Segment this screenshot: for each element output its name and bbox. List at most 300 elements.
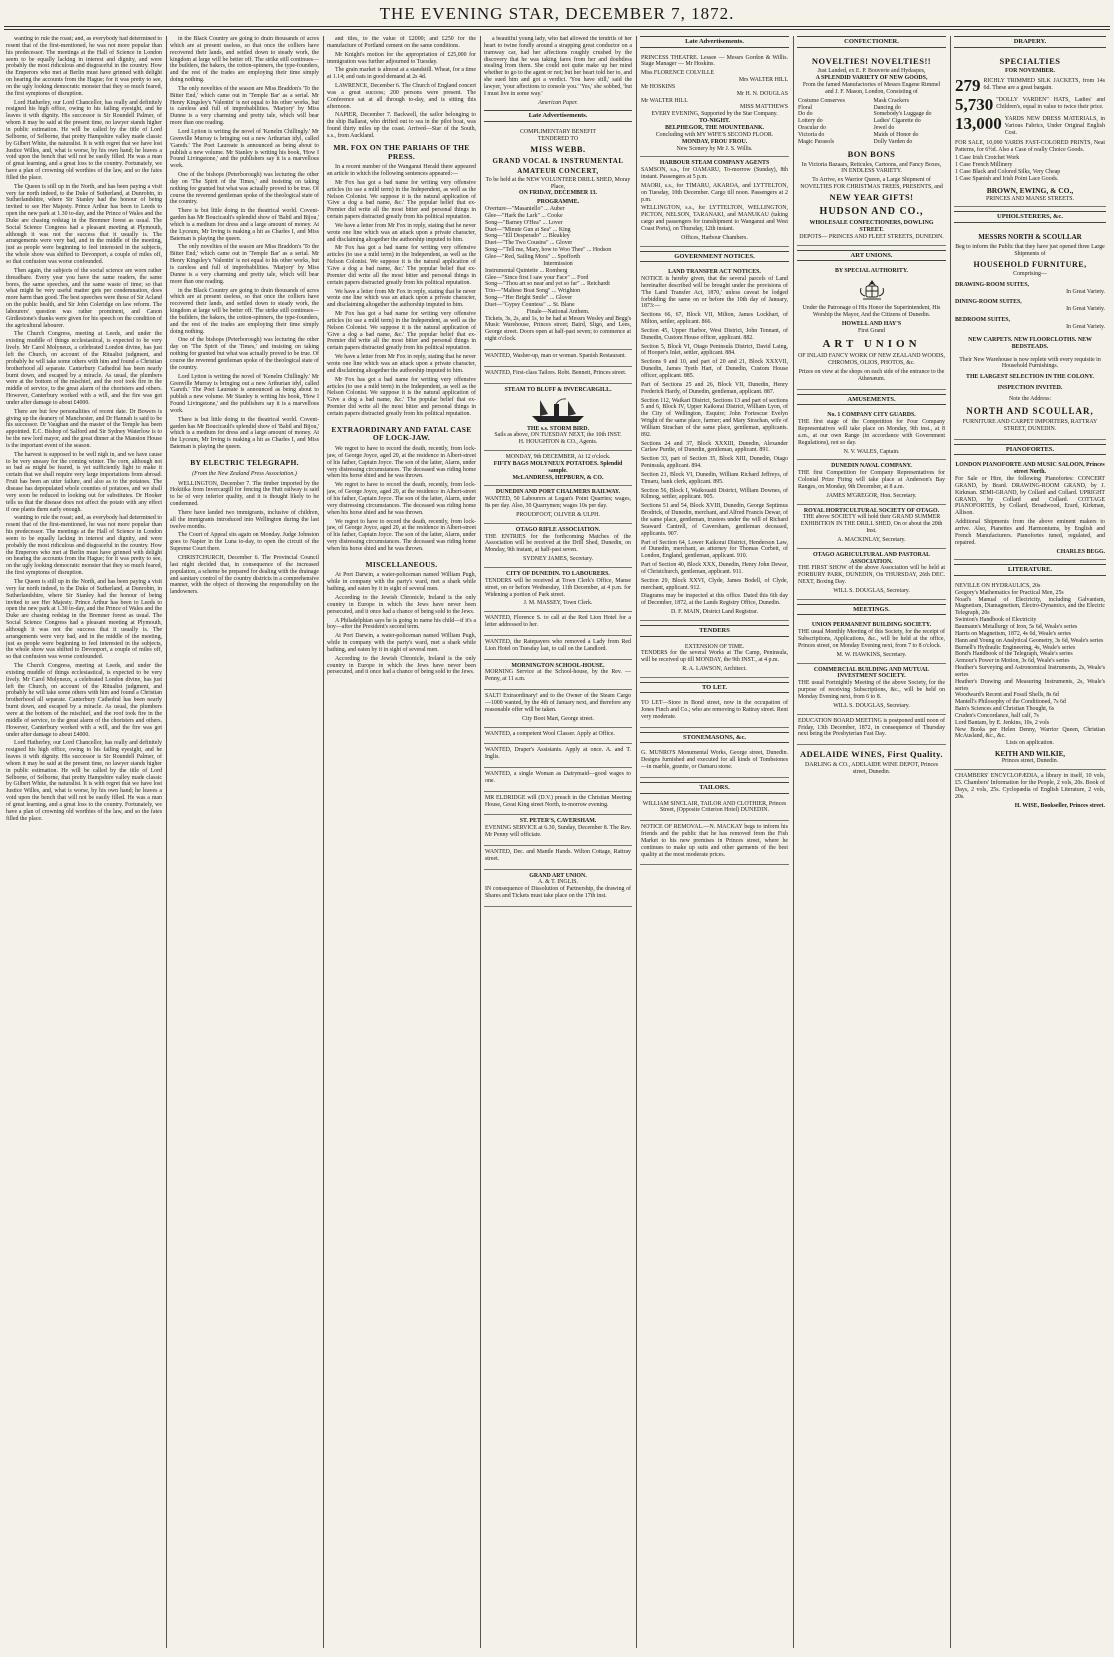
book-item: Heather's Surveying and Astronomical Instruments, 2s, Weale's series xyxy=(955,665,1105,678)
wanted-ad xyxy=(484,367,632,384)
book-item: Woodward's Recent and Fossil Shells, 8s 6d xyxy=(955,692,1059,699)
ad-line: PRINCES AND MANSE STREETS. xyxy=(985,195,1075,202)
drapery-item xyxy=(955,116,1105,137)
ad-signature: Offices, Harbour Chambers. xyxy=(681,234,748,241)
ad-title: NEW YEAR GIFTS! xyxy=(829,191,914,202)
telegraph-item: The grain market is almost at a standstill. Wheat, for a time at 1.14; and oats in good demand at 2s 4d. xyxy=(327,67,476,81)
ad-signature: JAMES M'GREGOR, Hon. Secretary. xyxy=(826,492,917,499)
ad-signature: SYDNEY JAMES, Secretary. xyxy=(522,556,594,563)
article-paragraph: We regret to have to record the death, recently, from lock-jaw, of George Joyce, aged 20, at the residence in Albert-street of his father, Captain Joyce. The son of the latter, Alarm, under very distressing circumstances. The deceased was riding home when his horse shied and he was thrown. xyxy=(327,518,476,552)
ad-body: FOR SALE, 10,000 YARDS FAST-COLORED PRINTS, Neat Patterns, for 6½d. Also a Case of really Choice Goods. xyxy=(955,139,1105,153)
article-paragraph: Then again, the subjects of the social science are worn rather threadbare. Every year you have the same readers, the same bores, the same speeches, and the same waste of time; so that what might be very useful matter gets per condemnation, does more harm than good. The best speeches were those of Sir Acland on the public health, and Sir John Coleridge on law reform. The labourers' question was rather prominent, and Canon Girdlestone's thanks were given for his speech on the condition of the agricultural labourer. xyxy=(6,267,162,329)
ad-line: McLANDRESS, HEPBURN, & CO. xyxy=(512,474,604,481)
ad-signature: City Boot Mart, George street. xyxy=(522,715,594,722)
article-paragraph: The harvest is supposed to be well nigh in, and we have cause to be very uneasy for the coming winter. The corn, although not so bad as might be feared, is yet sufficiently light to make it certain that we shall require very large importations from abroad. Fruit has been an utter failure, and also as to the potatoes. The disease has depopulated whole counties of potatoes, and we shall very soon be reduced to looking out for substitutes. Dr Hooker tells us that the disease does not affect the potato with any effect if one plants them early enough. xyxy=(6,451,162,513)
ad-body: WANTED, 50 Labourers at Logan's Point Quarries; wages, 8s per day. Also, 30 Quarrymen; wages 10s per day. xyxy=(485,496,631,510)
ad-body: Their New Warehouse is now replete with every requisite in Household Furnishings. xyxy=(959,356,1101,370)
church-ad xyxy=(484,660,632,691)
company-name: HOWELL AND HAY'S xyxy=(841,320,902,327)
wanted-ad xyxy=(484,744,632,768)
ad-title: EXTENSION OF TIME. xyxy=(684,643,745,650)
drapery-item xyxy=(955,97,1105,113)
land-section: Section 29, Block XXVI, Clyde, James Bodell, of Clyde, merchant, applicant. 912. xyxy=(641,577,788,591)
article-paragraph: Lord Hatherley, our Lord Chancellor, has really and definitely resigned his high office, owing to his failing eyesight, and he leaves it with dignity. His successor is Sir Roundell Palmer, of whom it may be said at the present time, no lawyer stands higher in public estimation. He will be called by the title of Lord Selborne, of Selborne, that pretty Hampshire valley made classic by Gilbert White, the naturalist. It is with regret that we have lost Justice Willes, and, what is worse, by his own hand; he leaves a void upon the bench that will not be easily filled. He was a man of great learning, and a great loss to the country. Fortunately, we have a plan of crowning old worthies of the law, and so the fates filled the place. xyxy=(6,99,162,181)
company-name: KEITH AND WILKIE, xyxy=(994,750,1066,759)
ad-body: SAMSON, s.s., for OAMARU, To-morrow (Sunday), 8th instant. Passengers at 5 p.m. xyxy=(641,167,788,181)
ad-title: No. 1 COMPANY CITY GUARDS. xyxy=(827,412,916,419)
wanted-ad xyxy=(484,846,632,870)
confectioner-ad xyxy=(797,52,946,246)
programme-item: Intermission xyxy=(543,260,573,267)
cast-member: Mr HOSKINS xyxy=(641,83,676,90)
ad-title: OTAGO AGRICULTURAL AND PASTORAL ASSOCIATION. xyxy=(812,551,931,565)
ad-line: MISS WEBB. xyxy=(530,143,586,154)
suite-item: BEDROOM SUITES, xyxy=(955,317,1010,324)
ad-body: THE usual Fortnightly Meeting of the above Society, for the purpose of receiving Subscriptions, &c., will be held on Monday Evening next, from 6 to 8. xyxy=(798,680,945,700)
article-paragraph: We regret to have to record the death, recently, from lock-jaw, of George Joyce, aged 20, at the residence in Albert-street of his father, Captain Joyce. The son of the latter, Alarm, under very distressing circumstances. The deceased was riding home when his horse shied and he was thrown. xyxy=(327,482,476,516)
ad-line: First Grand xyxy=(858,327,885,334)
building-society-ad xyxy=(797,664,946,715)
ad-title: HOUSEHOLD FURNITURE, xyxy=(973,259,1087,269)
masthead-rule-double xyxy=(4,29,1110,30)
ad-body: WANTED, Florence S. to call at the Red Lion Hotel for a letter addressed to her. xyxy=(485,615,631,629)
section-heading: STONEMASONS, &c. xyxy=(640,732,789,744)
ad-body: THE usual Monthly Meeting of this Society, for the receipt of Subscriptions, Applications, &c., will be held at the office, Princes street, on Monday Evening next, from 7 to 8 o'clock. xyxy=(798,629,945,649)
suite-item: DINING-ROOM SUITES, xyxy=(955,299,1022,306)
benefit-concert-ad xyxy=(484,126,632,350)
ad-line: A SPLENDID VARIETY OF NEW GOODS, xyxy=(815,75,928,82)
article-paragraph: The Church Congress, meeting at Leeds, and under the existing muddle of things ecclesiastical, is expected to be very lively. Mr Carol Molyneux, a celebrated London divine, has just left the Church, on account of the Ritualist judgment, and probably he will take some others with him and found a Christian brotherhood all separate. Canterbury Cathedral has been nearly burnt down, and escaped by a miracle. As usual, the plumbers were at the bottom of the mischief, and the roof took fire in the middle of service, to the great alarm of the choristers and others. However, Canterbury worked with a will, and the fire was got under after damage to about £4000. xyxy=(6,663,162,738)
ad-body: NOTICE OF REMOVAL.—N. MACKAY begs to inform his friends and the public that he has removed from the Fish Market to his new premises in Princes street, where he continues to make up suits and other garments of the best quality at the most moderate prices. xyxy=(641,824,788,858)
ad-line: Lists on application. xyxy=(1006,740,1054,747)
ad-body: From the famed Manufactories of Messrs Eugene Rimmel and J. F. Mason, London, Consisting of xyxy=(802,82,941,95)
programme-item: Overture—"Masaniello" ... Auber xyxy=(485,206,565,213)
ad-line: FIFTY BAGS MOLYNEUX POTATOES. Splendid sample. xyxy=(493,460,623,474)
programme-item: Song—"Barney O'Hea" ... Lover xyxy=(485,219,563,226)
wanted-ad xyxy=(484,728,632,745)
programme-item: Glee—"Red, Sailing Mora" ... Spofforth xyxy=(485,254,581,261)
section-heading: TENDERS xyxy=(640,625,789,637)
ad-title: MORNINGTON SCHOOL-HOUSE. xyxy=(511,662,605,669)
book-item: Mantell's Philosophy of the Conditioned, 7s 6d xyxy=(955,699,1066,706)
programme-item: Song—"Thou art so near and yet so far" ... Reichardt xyxy=(485,281,610,288)
ad-title: DUNEDIN NAVAL COMPANY. xyxy=(831,463,912,470)
ad-body: MAORI, s.s., for TIMARU, AKAROA, and LYTTELTON, on Tuesday, 10th December. Cargo till noon. Passengers at 2 p.m. xyxy=(641,182,788,203)
ad-body: Beg to inform the Public that they have just opened three Large Shipments of xyxy=(955,244,1105,257)
suite-item: DRAWING-ROOM SUITES, xyxy=(955,281,1029,288)
article-paragraph: Lord Lytton is writing the novel of 'Kenelm Chillingly.' Mr Grenville Murray is bringing out a new Arthurian idyl, called 'Gareth.' The Poet Laureate is announced as being about to publish a new volume. Mr Stanley is writing his book, 'How I Found Livingstone,' and the publishers say it is a marvellous work. xyxy=(170,373,319,414)
ad-signature: WILL S. DOUGLAS, Secretary. xyxy=(833,588,910,595)
ad-body: Under the Patronage of His Honor the Superintendent, His Worship the Mayor, And the Citizens of Dunedin. xyxy=(802,305,941,319)
ad-body: THE ENTRIES for the forthcoming Matches of the Association will be received at the Drill Shed, Dunedin, on Monday, 9th instant, at half-past seven. xyxy=(485,533,631,554)
column-divider xyxy=(793,36,794,1648)
article-paragraph: We have a letter from Mr Fox in reply, stating that he never wrote one line which was an attack upon a private character, and disclaiming altogether the authorship imputed to him. xyxy=(327,288,476,309)
article-paragraph: In a recent number of the Wanganui Herald there appeared an article in which the following sentences appeared:— xyxy=(327,164,476,178)
telegraph-item: The Court of Appeal sits again on Monday. Judge Johnston goes to Napier in the Luna to-day, to open the circuit of the Supreme Court there. xyxy=(170,532,319,553)
tailor-ad xyxy=(640,798,789,822)
agricultural-ad xyxy=(797,549,946,600)
ad-body: CHAMBERS' ENCYCLOPÆDIA, a library in itself, 10 vols, £5. Chambers' Information for the People, 2 vols, 20s. Book of Days, 2 vols, 25s. Cyclopædia of English Literature, 2 vols, 20s. xyxy=(955,773,1105,800)
goods-item: Oracular do xyxy=(798,125,826,132)
goods-item: Do do xyxy=(798,111,813,118)
case-item: 1 Case Irish Crotchet Work xyxy=(955,155,1020,162)
ad-body: TENDERS will be received at Town Clerk's Office, Manse street, on or before Wednesday, 11th December, at 4 p.m. for Widening a portion of Park street. xyxy=(485,577,631,598)
article-source: American Paper. xyxy=(538,99,578,106)
goods-item: Jewel do xyxy=(873,125,895,132)
ad-body: For Sale or Hire, the following Pianofortes: CONCERT GRAND, by Brard. DRAWING-ROOM GRAND, by J. Kirkman. SEMI-GRAND, by Collard and Collard. UPRIGHT GRAND, by Collard and Collard. COTTAGE PIANOFORTES, by Collard, Broadwood, Erard, Kirkman, Allison. xyxy=(955,476,1105,517)
books-ad xyxy=(954,580,1106,770)
section-heading: MEETINGS. xyxy=(797,604,946,616)
steamer-ad xyxy=(484,384,632,451)
ad-title: ROYAL HORTICULTURAL SOCIETY OF OTAGO. xyxy=(803,507,940,514)
ad-body: Tickets, 3s, 2s, and 1s, to be had at Messrs Wesley and Begg's Music Warehouse, Princes street; Baird, Sligo, and Lees, George street. Doors open at half-past seven; to commence at eight o'clock. xyxy=(485,315,631,343)
city-ad xyxy=(484,568,632,612)
land-section: Sections 24 and 37, Block XXXIII, Dunedin, Alexander Carlaw Purdie, of Dunedin, gentleman, applicant. 891. xyxy=(641,440,788,454)
article-paragraph: a beautiful young lady, who had allowed the tendrils of her heart to twine fondly around a strapping great conductor on a tramway car, had her affections roughly crushed by the discovery that he was taking fares from her and doubtless stealing from them. She could not quite make up her mind whether to go to the agent or not; but her heart told her to, and she sued him and got a verdict. 'You have still,' said the lawyer, 'your affections to console you.' 'Yes,' she sobbed, 'but I must live in some way.' xyxy=(484,36,632,97)
goods-item: Dancing do xyxy=(873,104,901,111)
ad-line: To be held at the NEW VOLUNTEER DRILL SHED, Moray Place, xyxy=(485,176,631,190)
telegraph-item: WELLINGTON, December 7. The timber imported by the Hokitika from Invercargill for fencing the Hutt railway is said to be of very inferior quality, and it is thought likely to be condemned. xyxy=(170,480,319,508)
goods-item: Lottery do xyxy=(798,118,823,125)
land-section: Sections 66, 67, Block VII, Milton, James Lockhart, of Milton, settler, applicant. 866. xyxy=(641,312,788,326)
ad-title: LAND TRANSFER ACT NOTICES. xyxy=(668,269,761,276)
book-item: Burnell's Hydraulic Engineering, 4s, Weale's series xyxy=(955,644,1076,651)
book-item: Gregory's Mathematics for Practical Men, 25s xyxy=(955,589,1064,596)
land-section: Section 5, Block VI, Otago Peninsula District, David Laing, of Hooper's Inlet, settler, applicant. 884. xyxy=(641,343,788,357)
article-paragraph: At Port Darwin, a water-policeman named William Pugh, while in company with the party's ward, met a shark while bathing, and eaten by it in sight of several men. xyxy=(327,572,476,593)
fox-heading: MR. FOX ON THE PARIAHS OF THE PRESS. xyxy=(333,142,470,161)
art-union-ad xyxy=(797,265,946,389)
ad-signature: H. WISE, Bookseller, Princes street. xyxy=(1014,802,1105,809)
tenders-ad xyxy=(640,641,789,678)
land-section: Part of Section 40, Block XXX, Dunedin, Henry John Dewar, of Christchurch, gentleman, applicant. 911. xyxy=(641,562,788,575)
article-paragraph: The Queen is still up in the North, and has been paying a visit very far north indeed, to the Duke of Sutherland, at Dunrobin, in Sutherlandshire, where Sir Stanley had the honour of being invited to see Her Majesty. Prince Arthur has been to Leeds to open the new park at 1.30 to-day, and the Prince of Wales and the Duke are chasing redstag in the Bremner forest as usual. The Social Science Congress had a pleasant meeting at Plymouth, although it was not the success that it usually is. The arrangements were very bad, and in the middle of the meeting, just as people were beginning to feel interested in the subjects, the whole show was shifted to Devonport, a couple of miles off, so that confusion was worse confounded. xyxy=(6,183,162,265)
ad-title: UNION PERMANENT BUILDING SOCIETY. xyxy=(811,622,932,629)
suite-variety: In Great Variety. xyxy=(1066,288,1105,295)
education-ad xyxy=(797,715,946,746)
section-heading: LITERATURE. xyxy=(954,564,1106,576)
article-paragraph: One of the bishops (Peterborough) was lecturing the other day on 'The Spirit of the Times,' and insisting on taking nothing for granted but what was actually proved to be true. Of course the reverend gentleman spoke of the theological state of the country. xyxy=(170,337,319,371)
ad-line: TENDERED TO xyxy=(537,135,579,142)
column-divider xyxy=(480,36,481,1648)
case-item: 1 Case Black and Colored Silks, Very Cheap xyxy=(955,169,1061,176)
ad-title: LONDON PIANOFORTE AND MUSIC SALOON, Princes street North. xyxy=(955,462,1105,476)
telegraph-item: There have landed two immigrants, inclusive of children, all the immigrants introduced into Wellington during the last twelve months. xyxy=(170,509,319,530)
ad-line: A. & T. INGLIS. xyxy=(537,879,579,886)
telegraph-item: and tiles, to the value of £2000; and £250 for the manufacture of Portland cement on the same conditions. xyxy=(327,36,476,49)
art-union-ad xyxy=(484,870,632,907)
book-item: NEVILLE ON HYDRAULICS, 20s xyxy=(955,582,1041,589)
article-paragraph: The Church Congress, meeting at Leeds, and under the existing muddle of things ecclesiastical, is expected to be very lively. Mr Carol Molyneux, a celebrated London divine, has just left the Church, on account of the Ritualist judgment, and probably he will take some others with him and found a Christian brotherhood all separate. Canterbury Cathedral has been nearly burnt down, and escaped by a miracle. As usual, the plumbers were at the bottom of the mischief, and the roof took fire in the middle of service, to the great alarm of the choristers and others. However, Canterbury worked with a will, and the fire was got under after damage to about £4000. xyxy=(6,331,162,406)
ad-signature: WILL S. DOUGLAS, Secretary. xyxy=(833,702,910,709)
ad-line: THE LARGEST SELECTION IN THE COLONY. xyxy=(966,374,1094,381)
goods-item: Victoria do xyxy=(798,131,825,138)
ad-title: OTAGO RIFLE ASSOCIATION. xyxy=(515,526,601,533)
programme-item: Song—"Her Bright Smile" ... Glover xyxy=(485,295,573,302)
article-paragraph: Lord Lytton is writing the novel of 'Kenelm Chillingly.' Mr Grenville Murray is bringing out a new Arthurian idyl, called 'Gareth.' The Poet Laureate is announced as being about to publish a new volume. Mr Stanley is writing his book, 'How I Found Livingstone,' and the publishers say it is a marvellous work. xyxy=(170,128,319,170)
misc-heading: MISCELLANEOUS. xyxy=(365,559,438,569)
books-ad xyxy=(954,770,1106,813)
column-divider xyxy=(950,36,951,1648)
ad-body: WANTED, a single Woman as Dairymaid—good wages to one. xyxy=(485,771,631,784)
article-paragraph: According to the Jewish Chronicle, Ireland is the only country in Europe in which the Jews have never been persecuted, and it once had a chance of being sold to the Jews. xyxy=(327,655,476,676)
ad-line: DEPOTS— PRINCES AND FLEET STREETS, DUNEDIN. xyxy=(799,234,944,241)
ad-body: Additional Shipments from the above eminent makers to arrive. Also, Pianettes and Harmoniums, by English and French Manufacturers. Pianofortes tuned, regulated, and repaired. xyxy=(955,519,1105,546)
book-item: Harris on Magnetism, 1872, 4s 6d, Weale's series xyxy=(955,630,1071,637)
ad-body: In Victoria Bazaars, Reticules, Cartoons, and Fancy Boxes, IN ENDLESS VARIETY. xyxy=(801,161,942,175)
ad-line: H. HOUGHTON & CO., Agents. xyxy=(518,439,598,446)
article-paragraph: Lord Hatherley, our Lord Chancellor, has really and definitely resigned his high office, owing to his failing eyesight, and he leaves it with dignity. His successor is Sir Roundell Palmer, of whom it may be said at the present time, no lawyer stands higher in public estimation. He will be called by the title of Lord Selborne, of Selborne, that pretty Hampshire valley made classic by Gilbert White, the naturalist. It is with regret that we have lost Justice Willes, and, what is worse, by his own hand; he leaves a void upon the bench that will not be easily filled. He was a man of great learning, and a great loss to the country. Fortunately, we have a plan of crowning old worthies of the law, and so the fates filled the place. xyxy=(6,740,162,822)
goods-item: Mask Crackers xyxy=(873,97,909,104)
steamship-icon xyxy=(528,396,588,424)
book-item: Heather's Drawing and Measuring Instruments, 2s, Weale's series xyxy=(955,678,1105,692)
ad-signature: PROUDFOOT, OLIVER & ULPH. xyxy=(516,511,600,518)
section-heading: Late Advertisements. xyxy=(484,110,632,122)
telegraph-heading: BY ELECTRIC TELEGRAPH. xyxy=(190,457,299,467)
article-paragraph: wanting to rule the roast; and, as everybody had determined to resent that of the first-mentioned, he was not more popular than his predecessor. The meetings at the Hall of Science in London seem to be equally lacking in interest and dignity, and were probably the most ridiculous and disgraceful in the country. How the Emperors who met at Berlin must have grinned with delight on hearing the accounts from the Hague; for it was pretty to see, on the ugly looking democratic monster that they so much feared, the first symptoms of disruption. xyxy=(6,36,162,97)
ad-body: EVENING SERVICE at 6.30, Sunday, December 8. The Rev. Mr Penny will officiate. xyxy=(485,825,631,839)
article-paragraph: Mr Fox has got a bad name for writing very offensive articles (to use a mild term) in the Independent, as well as the Nelson Colonist. We suppose it is the natural application of 'Give a dog a bad name, &c.' The popular belief that ex-Premier did write all the most bitter and personal things in certain papers distracted greatly from his political reputation. xyxy=(327,245,476,286)
land-section: Section 33, part of Section 35, Block XIII, Dunedin, Otago Peninsula, applicant. 894. xyxy=(641,456,788,470)
ad-title: COMMERCIAL BUILDING AND MUTUAL INVESTMENT SOCIETY. xyxy=(813,666,930,680)
book-item: Cruden's Concordance, half calf, 7s xyxy=(955,712,1039,719)
goods-list xyxy=(798,98,945,146)
ad-signature: J. M. MASSEY, Town Clerk. xyxy=(523,600,593,607)
royal-crest-icon xyxy=(857,278,887,302)
land-section: Part of Sections 25 and 26, Block VII, Dunedin, Henry Frederick Hardy, of Dunedin, gentleman, applicant. 887. xyxy=(641,381,788,395)
auction-ad xyxy=(484,451,632,486)
article-paragraph: in the Black Country are going to drain thousands of acres which are at present useless, so that once the colliers have recovered their lands, and settled down to steady work, the kingdom at large will be better off. The strike still continues—the builders, the bakers, the cotton-spinners, the type-founders, and the rest of the trades are employing their time simply doing nothing. xyxy=(170,36,319,84)
section-heading: PIANOFORTES. xyxy=(954,444,1106,456)
ad-line: INSPECTION INVITED. xyxy=(997,385,1063,392)
ad-body: FURNITURE AND CARPET IMPORTERS, RATTRAY STREET, DUNEDIN. xyxy=(962,419,1098,433)
section-heading: DRAPERY. xyxy=(954,36,1106,48)
wanted-ad xyxy=(484,350,632,367)
ad-body: WANTED, First-class Tailors. Robt. Bennett, Princes street. xyxy=(485,369,627,376)
ad-line: COMPLIMENTARY BENEFIT xyxy=(519,128,597,135)
church-ad xyxy=(484,815,632,846)
to-let-ad xyxy=(640,697,789,728)
section-heading: AMUSEMENTS. xyxy=(797,394,946,406)
book-item: Bain's Sciences and Christian Thought, 6s xyxy=(955,706,1055,713)
goods-item: Costume Conserves xyxy=(798,97,845,104)
cast-member: Miss FLORENCE COLVILLE xyxy=(641,70,715,77)
telegraph-item: LAWRENCE, December 6. The Church of England concert was a great success; 200 persons were present. The Conference sat at all through to-day, and is sitting this afternoon. xyxy=(327,83,476,110)
article-paragraph: A Philadelphian says he is going to name his child—if it's a boy—after the President's second term. xyxy=(327,617,476,631)
programme-item: Duet—"Gypsy Countess" ... St. Blane xyxy=(485,301,575,308)
section-heading: Late Advertisements. xyxy=(640,36,789,48)
ad-body: IN consequence of Dissolution of Partnership, the drawing of Shares and Tickets must take place on the 17th inst. xyxy=(485,886,631,900)
article-paragraph: The only novelties of the season are Miss Braddon's 'To the Bitter End,' which came out in 'Temple Bar' as a serial. Mr Henry Kingsley's 'Valentin' is not equal to his other works, but is careless and full of improbabilities. 'Marjory' by Miss Dunne is a very charming and pretty tale, which will bear more than one reading. xyxy=(170,85,319,127)
ad-title: NOVELTIES! NOVELTIES!! xyxy=(811,55,932,66)
ad-body: MORNING Service at the School-house, by the Rev. — Penny, at 11 a.m. xyxy=(485,669,631,683)
rifle-ad xyxy=(484,524,632,568)
column-3 xyxy=(327,36,476,1648)
article-paragraph: There is but little doing in the theatrical world. Covent-garden has Mr Boucicault's splendid show of 'Babil and Bijou,' which is a medium for dress and a large amount of money. At the Lyceum, Mr Irving is making a hit as Charles I, and Miss Bateman is playing the queen. xyxy=(170,208,319,242)
church-ad xyxy=(484,792,632,816)
ad-title: GRAND ART UNION. xyxy=(529,872,587,879)
theatre-ad xyxy=(640,52,789,158)
ad-body: WANTED, Washer-up, man or woman. Spanish Restaurant. xyxy=(485,352,626,359)
furniture-ad xyxy=(954,227,1106,440)
column-6 xyxy=(797,36,946,1648)
suite-variety: In Great Variety. xyxy=(1066,306,1105,313)
land-section: Sections 51 and 54, Block XVIII, Dunedin, George Septimus Brodrick, of Dunedin, merchant, and Alfred Francis Dewar, of the same place, gentleman, trustees under the will of Richard Seaward Cantrell, of Caversham, gentleman deceased, applicants. 907. xyxy=(641,503,788,537)
article-paragraph: At Port Darwin, a water-policeman named William Pugh, while in company with the party's ward, met a shark while bathing, and eaten by it in sight of several men. xyxy=(327,633,476,653)
lockjaw-heading: EXTRAORDINARY AND FATAL CASE OF LOCK-JAW. xyxy=(331,424,472,443)
section-heading: CONFECTIONER. xyxy=(797,36,946,48)
suite-variety: In Great Variety. xyxy=(1066,324,1105,331)
masthead-rule xyxy=(4,26,1110,27)
article-paragraph: Mr Fox has got a bad name for writing very offensive articles (to use a mild term) in the Independent, as well as the Nelson Colonist. We suppose it is the natural application of 'Give a dog a bad name, &c.' The popular belief that ex-Premier did write all the most bitter and personal things in certain papers distracted greatly from his political reputation. xyxy=(327,179,476,221)
cast-member: Mr H. N. DOUGLAS xyxy=(736,90,788,97)
ad-body: WANTED, a competent Wool Classer. Apply at Office. xyxy=(485,730,615,737)
land-transfer-notice xyxy=(640,266,789,621)
item-text: YARDS NEW DRESS MATERIALS, in Various Fabrics, Under Original English Cost. xyxy=(1004,116,1105,136)
goods-item: Floral xyxy=(798,104,813,111)
telegraph-item: Mr Knight's motion for the appropriation of £25,000 for immigration was further adjourned to Tuesday. xyxy=(327,51,476,65)
goods-item: Magic Parasols xyxy=(798,138,835,145)
column-4 xyxy=(484,36,632,1648)
article-paragraph: Mr Fox has got a bad name for writing very offensive articles (to use a mild term) in the Independent, as well as the Nelson Colonist. We suppose it is the natural application of 'Give a dog a bad name, &c.' The popular belief that ex-Premier did write all the most bitter and personal things in certain papers distracted greatly from his political reputation. xyxy=(327,311,476,352)
naval-ad xyxy=(797,460,946,504)
item-quantity: 5,730 xyxy=(955,97,994,114)
book-item: New Books per Helen Denny, Warrior Queen, Christian McAusland, &c., &c. xyxy=(955,726,1105,740)
ad-date: ON FRIDAY, DECEMBER 13. xyxy=(519,190,597,197)
item-quantity: 279 xyxy=(955,78,981,95)
goods-item: Ladies' Cigarette do xyxy=(873,118,921,125)
article-paragraph: wanting to rule the roast; and, as everybody had determined to resent that of the first-mentioned, he was not more popular than his predecessor. The meetings at the Hall of Science in London seem to be equally lacking in interest and dignity, and were probably the most ridiculous and disgraceful in the country. How the Emperors who met at Berlin must have grinned with delight on hearing the accounts from the Hague; for it was pretty to see, on the ugly looking democratic monster that they so much feared, the first symptoms of disruption. xyxy=(6,515,162,577)
removal-ad xyxy=(640,821,789,865)
case-item: 1 Case French Millinery xyxy=(955,162,1013,169)
ad-title: BY SPECIAL AUTHORITY. xyxy=(834,268,909,275)
column-divider xyxy=(166,36,167,1648)
ad-body: THE above SOCIETY will hold their GRAND SUMMER EXHIBITION IN THE DRILL SHED, On or about the 20th Inst. xyxy=(800,514,943,535)
ad-body: PRINCESS THEATRE. Lessee — Messrs Gordon & Willis. Stage Manager — Mr Hoskins. xyxy=(641,54,788,68)
ad-body: THE first stage of the Competition for Four Company Representatives will take place on Monday, 9th inst., at 8 a.m., at our own Range (in accordance with Government Regulations), not so day. xyxy=(798,419,945,446)
ad-title: ART UNION xyxy=(822,337,921,350)
ship-name: THE s.s. STORM BIRD. xyxy=(526,425,590,432)
item-text: RICHLY TRIMMED SILK JACKETS, from 14s 6d. These are a great bargain. xyxy=(983,78,1105,92)
building-society-ad xyxy=(797,619,946,663)
company-name: HUDSON AND CO., xyxy=(819,205,924,217)
ad-title: HARBOUR STEAM COMPANY AGENTS xyxy=(659,160,770,167)
ad-signature: D. F. MAIN, District Land Registrar. xyxy=(670,609,759,616)
column-2 xyxy=(170,36,319,1648)
ad-line: Concluding with MY WIFE'S SECOND FLOOR. xyxy=(655,131,774,138)
programme-item: Song—"Tell me, Mary, how to Woo Thee" ... Hodson xyxy=(485,247,612,254)
land-section: Section 21, Block VI, Dunedin, William Richard Jeffreys, of Timaru, bank clerk, applicant. 895. xyxy=(641,471,788,485)
ad-body: G. MUNRO'S Monumental Works, George street, Dunedin. Designs furnished and executed for all kinds of Tombstones—in marble, granite, or Oamaru stone. xyxy=(641,750,788,771)
ad-line: MONDAY, FROU FROU. xyxy=(681,138,748,145)
land-section: Section 45, Upper Harbor, West District, John Tennant, of Dunedin, Custom House officer, applicant. 882. xyxy=(641,327,788,341)
ad-line: TO-NIGHT. xyxy=(698,118,731,125)
ad-body: DARLING & CO., ADELAIDE WINE DEPOT, Princes street, Dunedin. xyxy=(804,762,939,775)
article-paragraph: There is but little doing in the theatrical world. Covent-garden has Mr Boucicault's splendid show of 'Babil and Bijou,' which is a medium for dress and a large amount of money. At the Lyceum, Mr Irving is making a hit as Charles I, and Miss Bateman is playing the queen. xyxy=(170,416,319,451)
ad-line: EVERY EVENING, Supported by the Star Company. xyxy=(651,111,778,118)
play-title: BELPHEGOR, THE MOUNTEBANK. xyxy=(664,124,765,131)
ad-body: EDUCATION BOARD MEETING is postponed until noon of Friday, 13th December, 1872, in consequence of Thursday next being the Presbyterian Fast Day. xyxy=(798,717,945,738)
ad-body: Diagrams may be inspected at this office. Dated this 6th day of December, 1872, at the Lands Registry Office, Dunedin. xyxy=(641,593,788,607)
salt-ad xyxy=(484,690,632,727)
ad-title: SPECIALTIES xyxy=(999,55,1061,66)
stonemason-ad xyxy=(640,747,789,778)
wanted-ad xyxy=(484,636,632,660)
column-5 xyxy=(640,36,789,1648)
ad-signature: R. A. LAWSON, Architect. xyxy=(682,666,747,673)
goods-item: Maids of Honor do xyxy=(873,131,919,138)
masthead: THE EVENING STAR, DECEMBER 7, 1872. xyxy=(379,4,735,23)
ad-body: Prizes on view at the shops on each side of the entrance to the Athenæum. xyxy=(798,369,945,382)
book-item: Armour's Power in Motion, 3s 6d, Weale's series xyxy=(955,658,1070,665)
article-paragraph: Mr Fox has got a bad name for writing very offensive articles (to use a mild term) in the Independent, as well as the Nelson Colonist. We suppose it is the natural application of 'Give a dog a bad name, &c.' The popular belief that ex-Premier did write all the most bitter and personal things in certain papers distracted greatly from his political reputation. xyxy=(327,376,476,417)
ad-line: WHOLESALE CONFECTIONERS, DOWLING STREET. xyxy=(809,220,934,234)
article-paragraph: We regret to have to record the death, recently, from lock-jaw, of George Joyce, aged 20, at the residence in Albert-street of his father, Captain Joyce. The son of the latter, Alarm, under very distressing circumstances. The deceased was riding home when his horse shied and he was thrown. xyxy=(327,446,476,480)
railway-ad xyxy=(484,486,632,523)
ad-body: MR ELDRIDGE will (D.V.) preach in the Christian Meeting House, Great King street North, to-morrow evening. xyxy=(485,794,631,808)
ad-body: WANTED, Dec. and Mantle Hands. Wilton Cottage, Rattray street. xyxy=(485,848,631,862)
ad-body: WANTED, the Ratepayers who removed a Lady from Red Lion Hotel on Tuesday last, to call on the Landlord. xyxy=(485,638,631,652)
programme-item: Instrumental Quintette ... Romberg xyxy=(485,267,568,274)
case-item: 1 Case Spanish and Irish Point Lace Goods. xyxy=(955,175,1059,182)
ad-signature: M. W. HAWKINS, Secretary. xyxy=(836,651,907,658)
wine-ad xyxy=(797,745,946,782)
ad-line: Note the Address: xyxy=(1008,395,1052,402)
land-section: Section 56, Block I, Waikouaiti District, William Downes, of Kilmog, settler, applicant. 905. xyxy=(641,487,788,501)
book-item: Noad's Manual of Electricity, including Galvanism, Magnetism, Diamagnetism, Electro-Dynamics, and the Electric Telegraph, 20s xyxy=(955,596,1105,617)
article-paragraph: The only novelties of the season are Miss Braddon's 'To the Bitter End,' which came out in 'Temple Bar' as a serial. Mr Henry Kingsley's 'Valentin' is not equal to his other works, but is careless and full of improbabilities. 'Marjory' by Miss Dunne is a very charming and pretty tale, which will bear more than one reading. xyxy=(170,244,319,285)
ad-body: WILLIAM SINCLAIR, TAILOR AND CLOTHIER, Princes Street, (Opposite Criterion Hotel) DUNEDIN. xyxy=(642,800,787,814)
cast-member: Mrs WALTER HILL xyxy=(738,77,788,84)
ad-body: OF INLAID FANCY WORK OF NEW ZEALAND WOODS, CHROMOS, OLIOS, PHOTOS, &c. xyxy=(798,353,945,367)
ad-line: Sails as above, ON TUESDAY NEXT, the 10th INST. xyxy=(494,432,622,439)
ad-body: TO LET—Store in Bond street, now in the occupation of Jones Finch and Co.; who are removing to Rattray street. Rent very moderate. xyxy=(641,700,788,721)
programme-item: Duet—"The Two Cousins" ... Glover xyxy=(485,240,573,247)
ad-title: BON BONS xyxy=(847,148,896,159)
ad-line: New Scenery by Mr J. S. Willis. xyxy=(676,145,753,152)
ad-signature: A. MACKINLAY, Secretary. xyxy=(837,536,906,543)
land-section: Section 112, Waikari District, Sections 13 and part of sections 5 and 6, Block IV, Upper Kaikorai District, William Lyon, of the City of Wellington, Esquire; John Fortescue Evelyn Wright of the same place, farmer; and Mary Strachan, wife of William Strachan of the same place, gentleman, applicants. 892. xyxy=(641,397,788,438)
ad-title: DUNEDIN AND PORT CHALMERS RAILWAY. xyxy=(495,489,621,496)
ad-title: ADELAIDE WINES, First Quality. xyxy=(799,749,944,760)
ad-signature: CHARLES BEGG. xyxy=(1056,548,1105,555)
section-heading: ART UNIONS. xyxy=(797,250,946,262)
book-item: Swinton's Handbook of Electricity xyxy=(955,617,1037,624)
ad-line: Comprising— xyxy=(1013,270,1047,277)
wanted-ad xyxy=(484,768,632,792)
article-paragraph: We have a letter from Mr Fox in reply, stating that he never wrote one line which was an attack upon a private character, and disclaiming altogether the authorship imputed to him. xyxy=(327,222,476,243)
harbour-ad xyxy=(640,157,789,246)
section-heading: GOVERNMENT NOTICES. xyxy=(640,251,789,263)
telegraph-source: (From the New Zealand Press Association.) xyxy=(192,470,297,477)
ad-title: GRAND VOCAL & INSTRUMENTAL xyxy=(492,156,624,165)
ad-body: THE FIRST SHOW of the above Association will be held at FORBURY PARK, DUNEDIN, On THURSDAY, 26th DEC. NEXT, Boxing Day. xyxy=(798,565,945,586)
item-text: "DOLLY VARDEN" HATS, Ladies' and Children's, equal in value to twice their price. xyxy=(996,97,1105,111)
ad-body: NOTICE is hereby given, that the several parcels of Land hereinafter described will be brought under the provisions of 'The Land Transfer Act, 1870,' unless caveat be lodged forbidding the same on or before the 10th day of January, 1873:— xyxy=(641,276,788,310)
piano-ad xyxy=(954,459,1106,560)
programme-heading: PROGRAMME. xyxy=(536,199,580,206)
company-name: MESSRS NORTH & SCOULLAR xyxy=(978,232,1082,241)
book-item: Bond's Handbook of the Telegraph, Weale's series xyxy=(955,651,1073,658)
ad-body: WELLINGTON, s.s., for LYTTELTON, WELLINGTON, PICTON, NELSON, TARANAKI, and MANUKAU (taking cargo and passengers for transhipment to Wanganui and West Coast Ports), on Thursday, 12th instant. xyxy=(641,205,788,232)
column-1 xyxy=(6,36,162,1648)
book-item: Baumann's Metallurgy of Iron, 5s 6d, Weale's series xyxy=(955,623,1078,630)
cast-member: MISS MATTHEWS xyxy=(740,104,788,111)
programme-item: Duet—"Minute Gun at Sea" ... King xyxy=(485,226,571,233)
programme-item: Song—"Ell Desperado" ... Bleakley xyxy=(485,233,570,240)
ad-body: TENDERS for the several Works at The Camp, Peninsula, will be received up till MONDAY, the 9th INST., at 4 p.m. xyxy=(641,650,788,664)
ad-line: Just Landed, ex E. P. Bouverie and Hydaspes, xyxy=(817,68,926,75)
